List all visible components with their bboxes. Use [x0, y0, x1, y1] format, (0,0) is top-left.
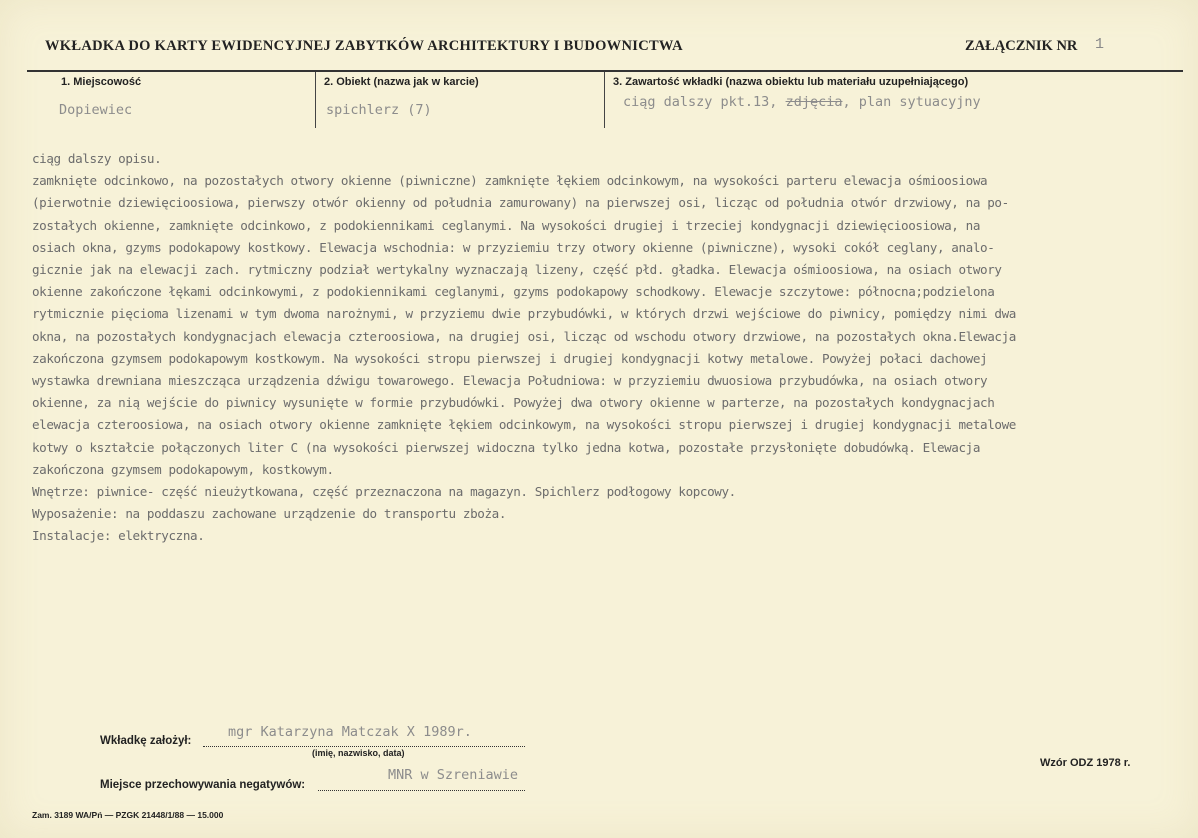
contents-value-struck: zdjęcia	[785, 94, 843, 110]
body-line: osiach okna, gzyms podokapowy kostkowy. Elewacja wschodnia: w przyziemiu trzy otwory okienne (piwniczne), wysoki cokół ceglany, analo-	[32, 239, 995, 255]
body-line: okienne, za nią wejście do piwnicy wysunięte w formie przybudówki. Powyżej dwa otwory okienne w parterze, na pozostałych kondygnacjach	[32, 395, 995, 411]
annex-number: 1	[1095, 36, 1105, 53]
contents-value-start: ciąg dalszy pkt.13,	[623, 94, 786, 110]
body-line: zostałych okienne, zamknięte odcinkowo, z podokiennikami ceglanymi. Na wysokości drugiej i trzeciej kondygnacji dziewięcioosiowa, na	[32, 217, 981, 233]
form-pattern: Wzór ODZ 1978 r.	[1040, 757, 1131, 769]
contents-label: 3. Zawartość wkładki (nazwa obiektu lub materiału uzupełniającego)	[613, 76, 969, 88]
locality-field	[27, 72, 316, 128]
body-line: (pierwotnie dziewięcioosiowa, pierwszy otwór okienny od południa zamurowany) na pierwszej osi, licząc od południa otwór drzwiowy, na po-	[32, 195, 1009, 211]
locality-value: Dopiewiec	[59, 102, 133, 118]
founder-value: mgr Katarzyna Matczak X 1989r.	[228, 724, 472, 740]
body-line: zamknięte odcinkowo, na pozostałych otwory okienne (piwniczne) zamknięte łękiem odcinkowym, na wysokości parteru elewacja ośmioosiowa	[32, 173, 988, 189]
contents-value	[623, 94, 981, 110]
header-fields	[27, 70, 1183, 130]
founder-label: Wkładkę założył:	[100, 735, 192, 747]
storage-value: MNR w Szreniawie	[388, 767, 519, 783]
storage-line	[318, 789, 525, 791]
object-value: spichlerz (7)	[326, 102, 432, 118]
body-line: Instalacje: elektryczna.	[32, 528, 205, 544]
description-body	[32, 148, 1172, 548]
body-line: zakończona gzymsem podokapowym kostkowym. Na wysokości stropu pierwszej i drugiej kondygnacji kotwy metalowe. Powyżej połaci dachowej	[32, 350, 988, 366]
body-line: kotwy o kształcie połączonych liter C (na wysokości pierwszej widoczna tylko jedna kotwa, pozostałe przysłonięte dobudówką. Elewacja	[32, 439, 981, 455]
body-line: zakończona gzymsem podokapowym, kostkowym.	[32, 461, 334, 477]
storage-label: Miejsce przechowywania negatywów:	[100, 779, 306, 791]
contents-value-end: , plan sytuacyjny	[842, 94, 981, 110]
body-line: okienne zakończone łękami odcinkowymi, z podokiennikami ceglanymi, gzyms podokapowy schodkowy. Elewacje szczytowe: północna;podzielona	[32, 284, 995, 300]
body-line: elewacja czteroosiowa, na osiach otwory okienne zamknięte łękiem odcinkowym, na wysokości stropu pierwszej i drugiej kondygnacji metalowe	[32, 417, 1016, 433]
print-info: Zam. 3189 WA/Pń — PZGK 21448/1/88 — 15.000	[32, 810, 224, 820]
object-label: 2. Obiekt (nazwa jak w karcie)	[324, 76, 479, 88]
body-line: Wyposażenie: na poddaszu zachowane urządzenie do transportu zboża.	[32, 506, 507, 522]
contents-field	[605, 72, 1183, 128]
founder-line	[203, 745, 525, 747]
locality-label: 1. Miejscowość	[61, 76, 142, 88]
body-line: gicznie jak na elewacji zach. rytmiczny podział wertykalny wyznaczają lizeny, część płd. gładka. Elewacja ośmioosiowa, na osiach otwory	[32, 262, 1002, 278]
founder-hint: (imię, nazwisko, data)	[312, 748, 405, 758]
body-line: Wnętrze: piwnice- część nieużytkowana, część przeznaczona na magazyn. Spichlerz podłogowy kopcowy.	[32, 484, 736, 500]
annex-label: ZAŁĄCZNIK NR	[965, 38, 1078, 54]
document-title: WKŁADKA DO KARTY EWIDENCYJNEJ ZABYTKÓW ARCHITEKTURY I BUDOWNICTWA	[45, 38, 683, 54]
body-line: okna, na pozostałych kondygnacjach elewacja czteroosiowa, na drugiej osi, licząc od wschodu otwory drzwiowe, na pozostałych okna.Elewacja	[32, 328, 1016, 344]
object-field	[316, 72, 605, 128]
body-line: ciąg dalszy opisu.	[32, 151, 162, 166]
body-line: rytmicznie pięcioma lizenami w tym dwoma narożnymi, w przyziemu dwie przybudówki, w których drzwi wejściowe do piwnicy, pomiędzy nimi dwa	[32, 306, 1016, 322]
body-line: wystawka drewniana mieszcząca urządzenia dźwigu towarowego. Elewacja Południowa: w przyziemiu dwuosiowa przybudówka, na osiach otwory	[32, 373, 988, 389]
